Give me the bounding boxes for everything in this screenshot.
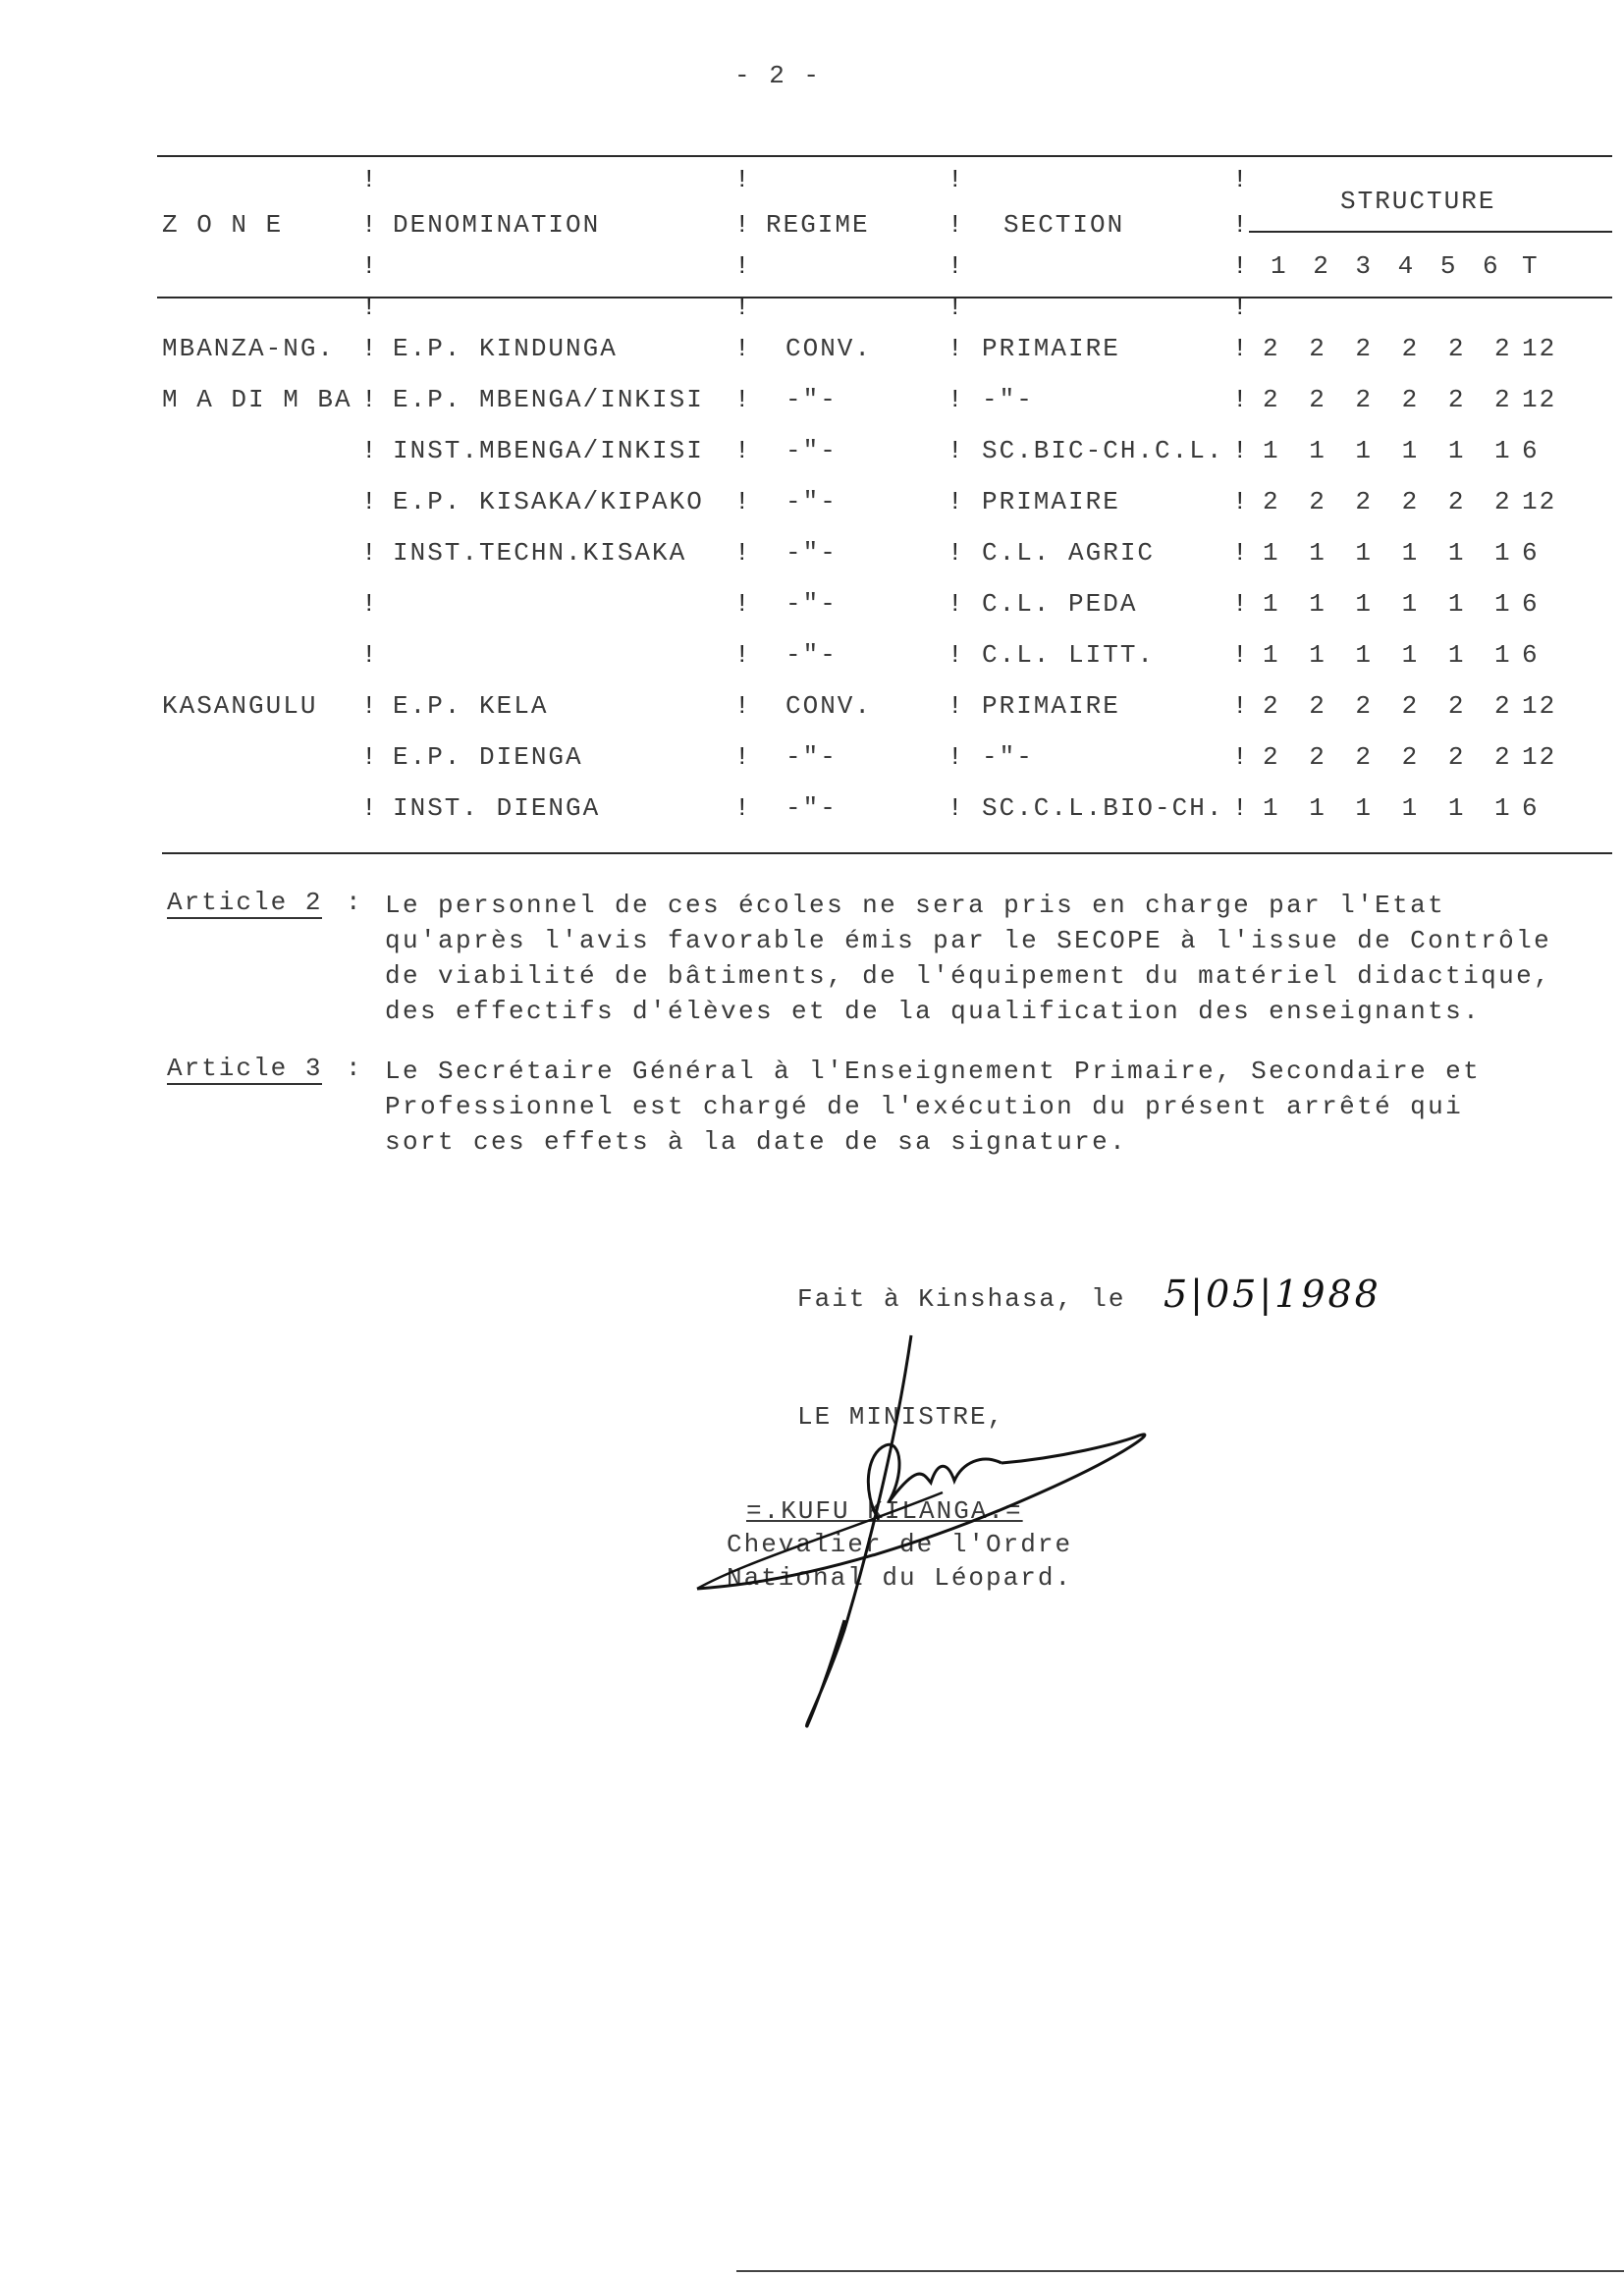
cell-structure: 2 2 2 2 2 2 — [1263, 742, 1518, 772]
column-separator-mark: ! — [1232, 385, 1248, 414]
signatory-distinction-line1: Chevalier de l'Ordre — [727, 1530, 1073, 1559]
column-separator-mark: ! — [947, 165, 963, 194]
cell-section: PRIMAIRE — [982, 691, 1120, 721]
column-separator-mark: ! — [361, 487, 377, 516]
column-separator-mark: ! — [947, 385, 963, 414]
header-total: T — [1522, 251, 1540, 281]
article2-text — [385, 888, 1551, 1029]
handwritten-date: 5|05|1988 — [1164, 1273, 1381, 1316]
header-denomination: DENOMINATION — [393, 210, 601, 240]
cell-zone: MBANZA-NG. — [162, 334, 336, 363]
column-separator-mark: ! — [361, 589, 377, 619]
column-separator-mark: ! — [1232, 589, 1248, 619]
column-separator-mark: ! — [734, 436, 750, 465]
table-top-rule — [157, 155, 1612, 157]
article3-label: Article 3 — [167, 1054, 323, 1083]
column-separator-mark: ! — [734, 538, 750, 568]
cell-section: SC.C.L.BIO-CH. — [982, 793, 1224, 823]
article2-separator: : — [346, 888, 363, 917]
column-separator-mark: ! — [947, 742, 963, 772]
cell-regime: -"- — [785, 640, 838, 670]
column-separator-mark: ! — [947, 589, 963, 619]
column-separator-mark: ! — [1232, 487, 1248, 516]
column-separator-mark: ! — [734, 691, 750, 721]
header-section: SECTION — [1003, 210, 1125, 240]
cell-structure: 1 1 1 1 1 1 — [1263, 640, 1518, 670]
cell-section: -"- — [982, 385, 1034, 414]
cell-structure: 2 2 2 2 2 2 — [1263, 487, 1518, 516]
column-separator-mark: ! — [734, 251, 750, 281]
page-number: - 2 - — [734, 61, 822, 90]
cell-total: 6 — [1522, 589, 1540, 619]
column-separator-mark: ! — [361, 293, 377, 322]
cell-section: C.L. LITT. — [982, 640, 1156, 670]
cell-denomination: E.P. KISAKA/KIPAKO — [393, 487, 704, 516]
signatory-distinction-line2: National du Léopard. — [727, 1563, 1073, 1593]
column-separator-mark: ! — [1232, 742, 1248, 772]
scan-edge-line — [736, 2270, 1624, 2272]
cell-structure: 1 1 1 1 1 1 — [1263, 793, 1518, 823]
article2-line: de viabilité de bâtiments, de l'équipement du matériel didactique, — [385, 961, 1552, 991]
cell-structure: 1 1 1 1 1 1 — [1263, 538, 1518, 568]
column-separator-mark: ! — [1232, 165, 1248, 194]
column-separator-mark: ! — [1232, 293, 1248, 322]
column-separator-mark: ! — [1232, 210, 1248, 240]
cell-regime: -"- — [785, 742, 838, 772]
header-classes: 1 2 3 4 5 6 — [1271, 251, 1504, 281]
column-separator-mark: ! — [947, 640, 963, 670]
column-separator-mark: ! — [947, 293, 963, 322]
column-separator-mark: ! — [1232, 436, 1248, 465]
column-separator-mark: ! — [947, 487, 963, 516]
column-separator-mark: ! — [734, 742, 750, 772]
column-separator-mark: ! — [361, 742, 377, 772]
column-separator-mark: ! — [947, 210, 963, 240]
column-separator-mark: ! — [734, 589, 750, 619]
column-separator-mark: ! — [361, 165, 377, 194]
column-separator-mark: ! — [734, 793, 750, 823]
column-separator-mark: ! — [1232, 793, 1248, 823]
column-separator-mark: ! — [947, 538, 963, 568]
column-separator-mark: ! — [1232, 640, 1248, 670]
signatory-name: =.KUFU KILANGA.= — [746, 1496, 1023, 1526]
signatory-title: LE MINISTRE, — [797, 1402, 1005, 1432]
cell-regime: -"- — [785, 385, 838, 414]
cell-regime: -"- — [785, 793, 838, 823]
column-separator-mark: ! — [734, 487, 750, 516]
column-separator-mark: ! — [734, 165, 750, 194]
cell-regime: -"- — [785, 487, 838, 516]
cell-section: -"- — [982, 742, 1034, 772]
column-separator-mark: ! — [1232, 691, 1248, 721]
cell-regime: CONV. — [785, 691, 873, 721]
column-separator-mark: ! — [947, 334, 963, 363]
cell-total: 6 — [1522, 436, 1540, 465]
cell-total: 6 — [1522, 640, 1540, 670]
cell-structure: 1 1 1 1 1 1 — [1263, 436, 1518, 465]
article2-label: Article 2 — [167, 888, 323, 917]
cell-denomination: E.P. DIENGA — [393, 742, 583, 772]
cell-section: C.L. AGRIC — [982, 538, 1156, 568]
column-separator-mark: ! — [734, 385, 750, 414]
column-separator-mark: ! — [734, 640, 750, 670]
place-of-signing: Fait à Kinshasa, le — [797, 1284, 1126, 1314]
column-separator-mark: ! — [361, 793, 377, 823]
article3-line: sort ces effets à la date de sa signature. — [385, 1127, 1128, 1157]
cell-denomination: E.P. KELA — [393, 691, 549, 721]
column-separator-mark: ! — [1232, 334, 1248, 363]
article2-line: des effectifs d'élèves et de la qualification des enseignants. — [385, 997, 1482, 1026]
column-separator-mark: ! — [1232, 538, 1248, 568]
cell-section: PRIMAIRE — [982, 487, 1120, 516]
cell-regime: -"- — [785, 589, 838, 619]
cell-section: SC.BIC-CH.C.L. — [982, 436, 1224, 465]
column-separator-mark: ! — [361, 251, 377, 281]
column-separator-mark: ! — [734, 334, 750, 363]
cell-denomination: INST. DIENGA — [393, 793, 601, 823]
article2-line: qu'après l'avis favorable émis par le SECOPE à l'issue de Contrôle — [385, 926, 1552, 955]
cell-section: C.L. PEDA — [982, 589, 1138, 619]
cell-total: 6 — [1522, 793, 1540, 823]
article3-line: Le Secrétaire Général à l'Enseignement Primaire, Secondaire et — [385, 1057, 1482, 1086]
cell-regime: -"- — [785, 538, 838, 568]
cell-total: 12 — [1522, 385, 1557, 414]
table-bottom-rule — [162, 852, 1612, 854]
cell-structure: 1 1 1 1 1 1 — [1263, 589, 1518, 619]
cell-structure: 2 2 2 2 2 2 — [1263, 334, 1518, 363]
header-structure: STRUCTURE — [1340, 187, 1496, 216]
cell-zone: M A DI M BA — [162, 385, 352, 414]
article3-text — [385, 1054, 1481, 1160]
cell-total: 12 — [1522, 334, 1557, 363]
cell-regime: -"- — [785, 436, 838, 465]
column-separator-mark: ! — [361, 385, 377, 414]
column-separator-mark: ! — [947, 793, 963, 823]
column-separator-mark: ! — [734, 210, 750, 240]
column-separator-mark: ! — [734, 293, 750, 322]
cell-denomination: INST.TECHN.KISAKA — [393, 538, 687, 568]
cell-structure: 2 2 2 2 2 2 — [1263, 385, 1518, 414]
cell-total: 12 — [1522, 691, 1557, 721]
cell-total: 12 — [1522, 487, 1557, 516]
column-separator-mark: ! — [361, 691, 377, 721]
column-separator-mark: ! — [361, 538, 377, 568]
column-separator-mark: ! — [947, 436, 963, 465]
column-separator-mark: ! — [1232, 251, 1248, 281]
article2-line: Le personnel de ces écoles ne sera pris en charge par l'Etat — [385, 891, 1446, 920]
header-zone: Z O N E — [162, 210, 284, 240]
structure-sub-rule — [1249, 231, 1612, 233]
cell-zone: KASANGULU — [162, 691, 318, 721]
cell-section: PRIMAIRE — [982, 334, 1120, 363]
cell-regime: CONV. — [785, 334, 873, 363]
column-separator-mark: ! — [361, 640, 377, 670]
column-separator-mark: ! — [947, 691, 963, 721]
cell-denomination: INST.MBENGA/INKISI — [393, 436, 704, 465]
cell-denomination: E.P. KINDUNGA — [393, 334, 618, 363]
column-separator-mark: ! — [361, 436, 377, 465]
column-separator-mark: ! — [361, 210, 377, 240]
cell-total: 6 — [1522, 538, 1540, 568]
header-regime: REGIME — [766, 210, 870, 240]
column-separator-mark: ! — [947, 251, 963, 281]
cell-denomination: E.P. MBENGA/INKISI — [393, 385, 704, 414]
cell-total: 12 — [1522, 742, 1557, 772]
article3-line: Professionnel est chargé de l'exécution du présent arrêté qui — [385, 1092, 1464, 1121]
article3-separator: : — [346, 1054, 363, 1083]
cell-structure: 2 2 2 2 2 2 — [1263, 691, 1518, 721]
column-separator-mark: ! — [361, 334, 377, 363]
